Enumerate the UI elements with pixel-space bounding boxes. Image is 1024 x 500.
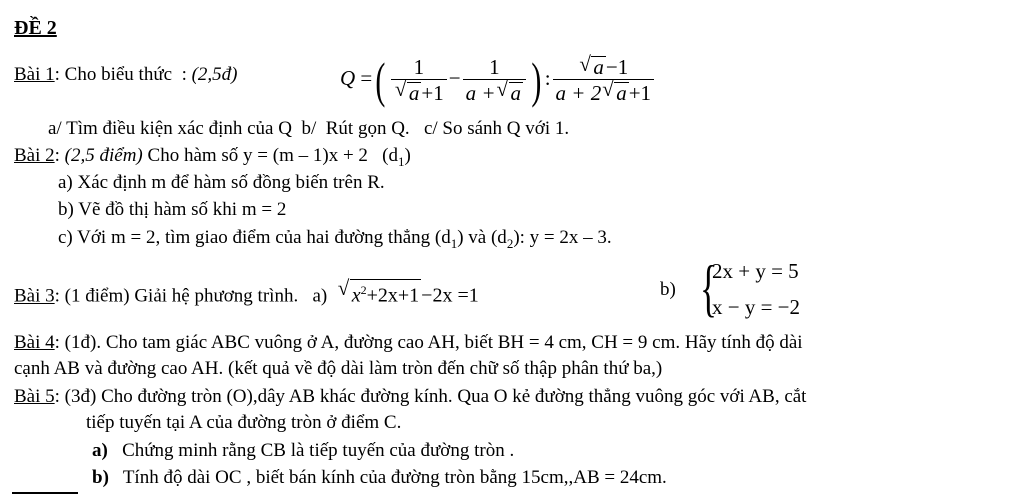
fraction-2: 1 a + √ a	[463, 55, 526, 106]
footer-divider	[12, 492, 78, 494]
problem-1-formula	[340, 48, 656, 108]
problem-1-intro: : Cho biểu thức	[54, 64, 173, 85]
problem-5b: b) Tính độ dài OC , biết bán kính của đường tròn bằng 15cm,,AB = 24cm.	[92, 467, 667, 488]
problem-3-heading: Bài 3: (1 điểm) Giải hệ phương trình. a) √ $x^2+2x+1 -2x =1$	[14, 276, 479, 307]
problem-2a: a) Xác định m để hàm số đồng biến trên R.	[58, 172, 385, 193]
problem-2-label: Bài 2	[14, 145, 55, 166]
problem-4-line-1: Bài 4: (1đ). Cho tam giác ABC vuông ở A, đường cao AH, biết BH = 4 cm, CH = 9 cm. Hãy tính độ dài	[14, 332, 803, 353]
problem-3a-equation: √ $x^2+2x+1$	[337, 276, 420, 307]
problem-1a-text: Tìm điều kiện xác định của Q	[66, 118, 292, 139]
problem-1-subquestions: a/ Tìm điều kiện xác định của Q b/ Rút gọn Q. c/ So sánh Q với 1.	[48, 118, 570, 139]
system-equation-1: 2x + y = 5	[712, 259, 799, 283]
problem-2b: b) Vẽ đồ thị hàm số khi m = 2	[58, 199, 287, 220]
problem-1-points: (2,5đ)	[191, 64, 238, 85]
fraction-3: √ a−1 a + 2 √ a+1	[553, 55, 655, 106]
problem-5-line-1: Bài 5: (3đ) Cho đường tròn (O),dây AB khác đường kính. Qua O kẻ đường thẳng vuông góc với AB, cắt	[14, 386, 807, 407]
system-equation-2: x − y = −2	[712, 295, 801, 319]
problem-1c-text: So sánh Q với 1.	[442, 118, 570, 139]
system-brace: {	[700, 252, 717, 323]
problem-4-line-2: cạnh AB và đường cao AH. (kết quả về độ dài làm tròn đến chữ số thập phân thứ ba,)	[14, 358, 663, 379]
formula-q: Q	[340, 66, 356, 90]
problem-5-label: Bài 5	[14, 386, 55, 407]
exam-title: ĐỀ 2	[14, 17, 57, 39]
right-paren: )	[531, 52, 542, 109]
problem-3b-label: b)	[660, 279, 676, 300]
fraction-1: 1 √ a+1	[391, 55, 447, 106]
problem-3-intro: : (1 điểm) Giải hệ phương trình.	[54, 285, 299, 307]
formula-minus: −	[448, 66, 461, 90]
problem-2c: c) Với m = 2, tìm giao điểm của hai đường thẳng $(d_1)$ và $(d_2)$: y = 2x – 3.	[58, 227, 612, 251]
problem-2-points: (2,5 điểm)	[64, 145, 143, 166]
formula-colon: :	[544, 66, 551, 90]
problem-2-intro: Cho hàm số y = (m – 1)x + 2	[147, 145, 368, 166]
problem-1-heading: Bài 1: Cho biểu thức : (2,5đ)	[14, 64, 238, 85]
problem-1-label: Bài 1	[14, 64, 55, 85]
problem-5a: a) Chứng minh rằng CB là tiếp tuyến của đường tròn .	[92, 440, 515, 461]
formula-equals: =	[360, 66, 373, 90]
problem-3-label: Bài 3	[14, 285, 55, 307]
left-paren: (	[375, 52, 386, 109]
problem-2-heading: Bài 2: (2,5 điểm) Cho hàm số y = (m – 1)x + 2 $(d_1)$	[14, 145, 411, 169]
problem-1b-text: Rút gọn Q.	[325, 118, 410, 139]
problem-5-line-2: tiếp tuyến tại A của đường tròn ở điểm C.	[86, 412, 402, 433]
problem-4-label: Bài 4	[14, 332, 55, 353]
